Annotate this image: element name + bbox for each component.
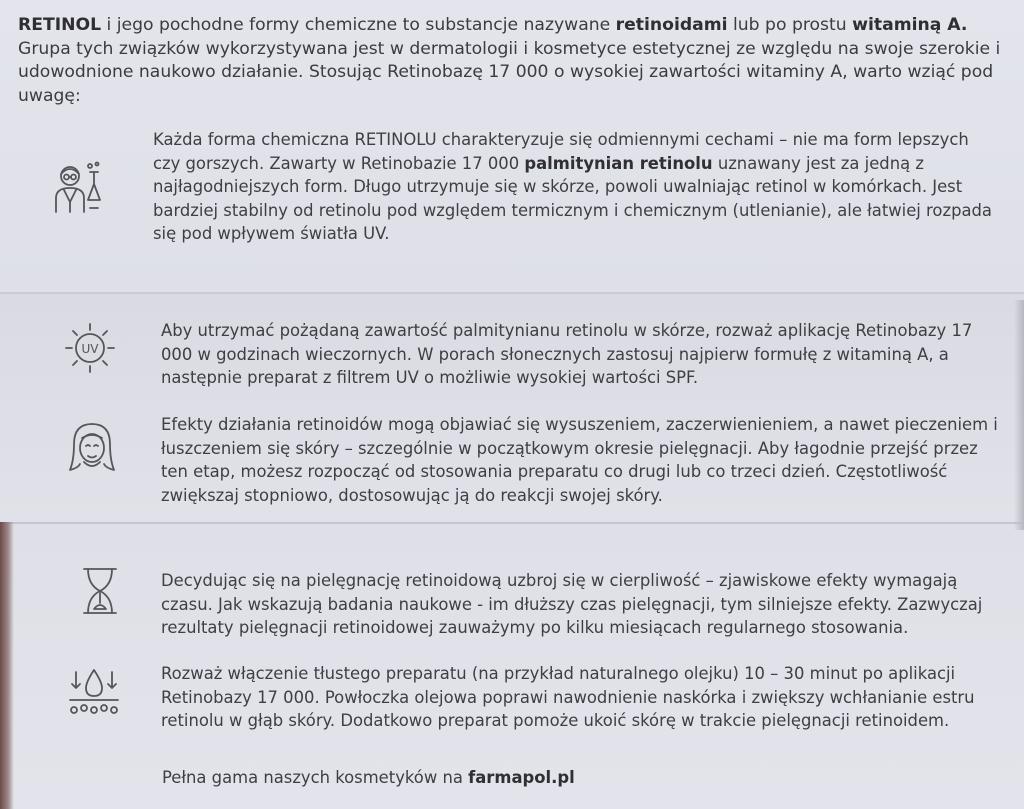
box-edge-left [0, 522, 14, 809]
intro-bold-retinol: RETINOL [18, 15, 102, 35]
footer-line [162, 768, 575, 787]
block-forms-text-2: uznawany jest za jedną z najłagodniejszych form. Długo utrzymuje się w skórze, powoli uwalniając retinol w komórkach. Jest bardziej stabilny od retinolu pod względem termicznym i chemicznym (utlenianie), ale łatwiej rozpada się pod wpływem światła UV. [153, 153, 992, 243]
woman-face-icon [64, 420, 120, 476]
uv-sun-icon [62, 320, 118, 376]
footer-website: farmapol.pl [468, 768, 575, 787]
intro-text-3: Grupa tych związków wykorzystywana jest w dermatologii i kosmetyce estetycznej ze względu na swoje szerokie i udowodnione naukowo działanie. Stosując Retinobazę 17 000 o wysokiej zawartości witaminy A, warto wziąć pod uwagę: [18, 38, 1001, 106]
oil-absorption-icon [66, 662, 122, 718]
block-forms-bold: palmitynian retinolu [524, 153, 713, 173]
scientist-icon [50, 160, 106, 216]
hourglass-icon [72, 563, 128, 619]
footer-text: Pełna gama naszych kosmetyków na [162, 768, 469, 787]
block-patience-text: Decydując się na pielęgnację retinoidową uzbroj się w cierpliwość – zjawiskowe efekty wymagają czasu. Jak wskazują badania naukowe - im dłuższy czas pielęgnacji, tym silniejsze efekty. Zazwyczaj rezultaty pielęgnacji retinoidowej zauważymy po kilku miesiącach regularnego stosowania. [161, 571, 983, 637]
block-oil-text: Rozważ włączenie tłustego preparatu (na przykład naturalnego olejku) 10 – 30 minut po aplikacji Retinobazy 17 000. Powłoczka olejowa poprawi nawodnienie naskórka i zwiększy wchłanianie estru retinolu w głąb skóry. Dodatkowo preparat pomoże ukoić skórę w trakcie pielęgnacji retinoidem. [161, 664, 975, 730]
box-edge-right [1014, 300, 1024, 530]
intro-text-2: lub po prostu [727, 15, 853, 35]
intro-bold-witamina: witaminą A. [852, 15, 968, 35]
block-skin-text: Efekty działania retinoidów mogą objawiać się wysuszeniem, zaczerwienieniem, a nawet pieczeniem i łuszczeniem się skóry – szczególnie w początkowym okresie pielęgnacji. Aby łagodnie przejść przez ten etap, możesz rozpocząć od stosowania preparatu co drugi lub co trzeci dzień. Częstotliwość zwiększaj stopniowo, dostosowując ją do reakcji swojej skóry. [161, 415, 998, 505]
intro-text-1: i jego pochodne formy chemiczne to substancje nazywane [101, 15, 616, 35]
intro-paragraph [18, 14, 1008, 108]
block-forms-text-1: Każda forma chemiczna RETINOLU charakteryzuje się odmiennymi cechami – nie ma form lepszych czy gorszych. Zawarty w Retinobazie 17 000 [153, 130, 969, 173]
intro-bold-retinoidami: retinoidami [615, 15, 728, 35]
svg-text:UV: UV [81, 342, 99, 356]
block-uv-text: Aby utrzymać pożądaną zawartość palmitynianu retinolu w skórze, rozważ aplikację Retinobazy 17 000 w godzinach wieczornych. W porach słonecznych zastosuj najpierw formułę z witaminą A, a następnie preparat z filtrem UV o możliwie wysokiej wartości SPF. [161, 321, 973, 387]
